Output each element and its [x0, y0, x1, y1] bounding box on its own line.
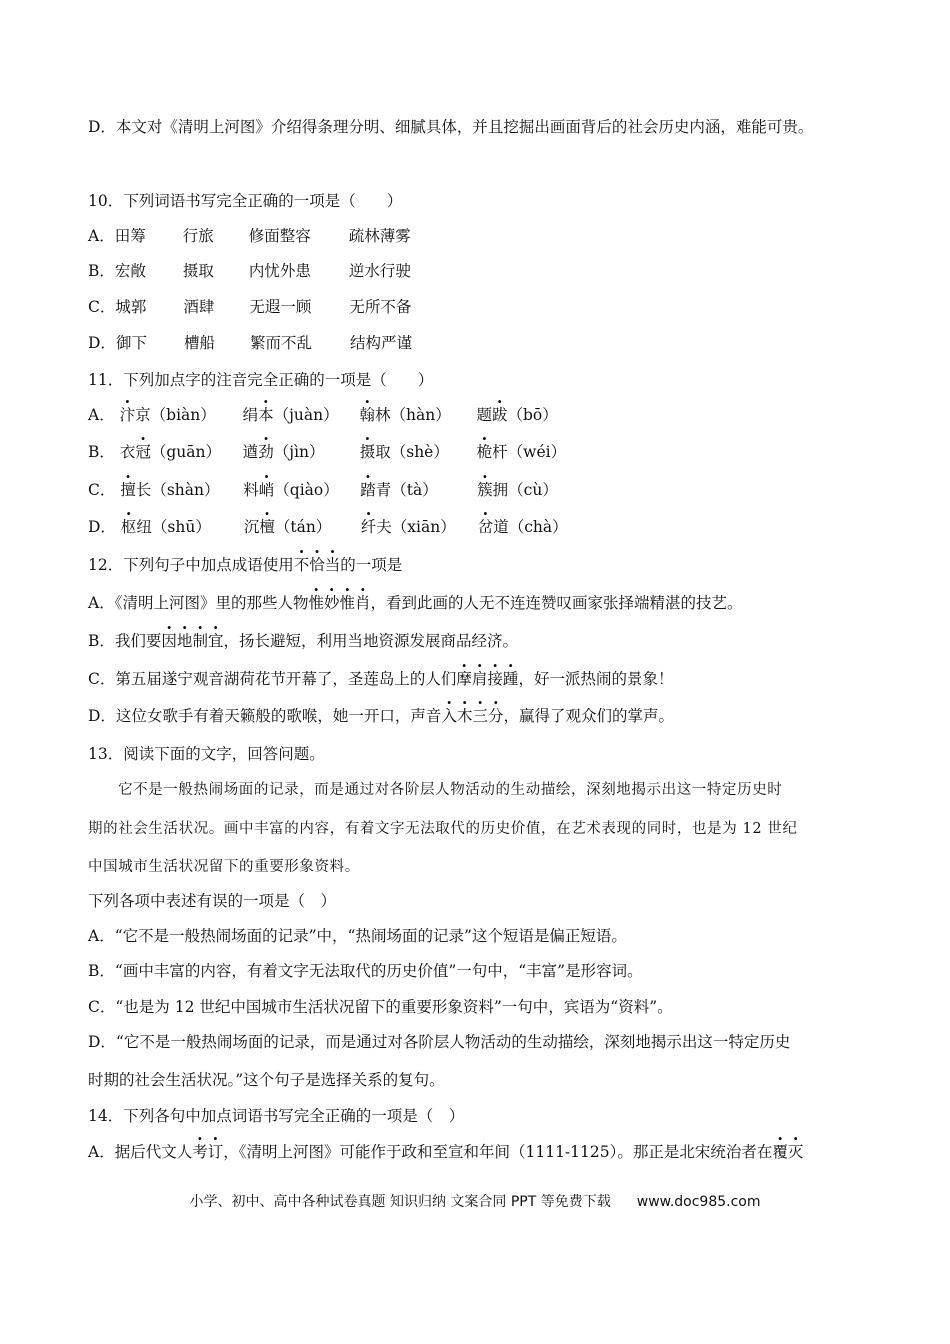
q10-option-a: A．田筹 行旅 修面整容 疏林薄雾 [88, 227, 411, 245]
dotted-char: 接 [487, 670, 503, 688]
q10-stem: 10．下列词语书写完全正确的一项是（ ） [88, 192, 403, 210]
q12-option-d: D．这位女歌手有着天籁般的歌喉，她一开口，声音入木三分，赢得了观众们的掌声。 [88, 707, 675, 725]
q13-passage-line-2: 期的社会生活状况。画中丰富的内容，有着文字无法取代的历史价值，在艺术表现的同时，也是为 12 世纪 [88, 821, 798, 837]
q10-option-c: C．城郭 酒肆 无遐一顾 无所不备 [88, 298, 412, 316]
dotted-char: 入 [441, 707, 457, 725]
dotted-char: 不 [293, 556, 310, 574]
q10-option-d: D．御下 槽船 繁而不乱 结构严谨 [88, 334, 412, 352]
dotted-char: 惟 [308, 594, 324, 612]
q13-option-b: B．“画中丰富的内容，有着文字无法取代的历史价值”一句中，“丰富”是形容词。 [88, 962, 643, 980]
q12-c-idiom [456, 670, 518, 688]
dotted-char: 制 [192, 632, 208, 650]
dotted-char: 当 [324, 556, 341, 574]
dotted-char: 宜 [207, 632, 224, 650]
dotted-char: 分 [487, 707, 504, 725]
dotted-char: 肩 [471, 670, 488, 688]
q14-stem: 14．下列各句中加点词语书写完全正确的一项是（ ） [88, 1107, 465, 1125]
q14-a-word-2 [772, 1143, 803, 1161]
q12-option-a: A．《清明上河图》里的那些人物惟妙惟肖，看到此画的人无不连连赞叹画家张择端精湛的技艺。 [88, 594, 743, 612]
q13-option-a: A．“它不是一般热闹场面的记录”中，“热闹场面的记录”这个短语是偏正短语。 [88, 927, 627, 945]
q13-stem: 13．阅读下面的文字，回答问题。 [88, 745, 325, 763]
dotted-char: 惟 [339, 594, 355, 612]
dotted-char: 摩 [456, 670, 472, 688]
q13-option-c: C．“也是为 12 世纪中国城市生活状况留下的重要形象资料”一句中，宾语为“资料”。 [88, 998, 673, 1016]
dotted-char: 踵 [502, 670, 519, 688]
q13-passage-line-3: 中国城市生活状况留下的重要形象资料。 [88, 859, 360, 875]
q12-a-idiom [308, 594, 370, 612]
q12-d-idiom [441, 707, 503, 725]
dotted-char: 肖 [355, 594, 371, 612]
dotted-char: 因 [161, 632, 177, 650]
dotted-char: 订 [207, 1143, 224, 1161]
footer [0, 1191, 950, 1211]
q11-option-b: B． 衣冠（guān） 遒劲（jìn） 摄取（shè） 桅杆（wéi） [88, 443, 567, 461]
q14-option-a: A．据后代文人考订，《清明上河图》可能作于政和至宣和年间（1111-1125）。那正是北宋统治者在覆灭 [88, 1143, 804, 1161]
q14-a-word-1 [192, 1143, 223, 1161]
footer-text: 小学、初中、高中各种试卷真题 知识归纳 文案合同 PPT 等免费下载 [189, 1194, 611, 1210]
q11-option-c: C． 擅长（shàn） 料峭（qiào） 踏青（tà） 簇拥（cù） [88, 481, 558, 499]
dotted-char: 三 [472, 707, 488, 725]
q13-passage-line-1: 它不是一般热闹场面的记录，而是通过对各阶层人物活动的生动描绘，深刻地揭示出这一特定历史时 [118, 782, 783, 798]
q10-option-b: B．宏敞 摄取 内忧外患 逆水行驶 [88, 262, 411, 280]
q12-stem: 12．下列句子中加点成语使用不恰当的一项是 [88, 556, 403, 574]
q13-option-d-line-1: D．“它不是一般热闹场面的记录，而是通过对各阶层人物活动的生动描绘，深刻地揭示出这一特定历史 [88, 1033, 791, 1051]
dotted-char: 覆 [772, 1143, 788, 1161]
q11-option-a: A． 汴京（biàn） 绢本（juàn） 翰林（hàn） 题跋（bō） [88, 406, 558, 424]
footer-url[interactable]: www.doc985.com [636, 1194, 761, 1210]
q12-option-c: C．第五届遂宁观音湖荷花节开幕了，圣莲岛上的人们摩肩接踵，好一派热闹的景象！ [88, 670, 674, 688]
dotted-char: 木 [456, 707, 473, 725]
dotted-char: 地 [176, 632, 193, 650]
q11-stem: 11．下列加点字的注音完全正确的一项是（ ） [88, 371, 434, 389]
dotted-char: 灭 [787, 1143, 804, 1161]
q12-option-b: B．我们要因地制宜，扬长避短，利用当地资源发展商品经济。 [88, 632, 518, 650]
dotted-char: 妙 [323, 594, 340, 612]
q13-question: 下列各项中表述有误的一项是（ ） [88, 892, 337, 910]
dotted-char: 恰 [309, 556, 325, 574]
dotted-char: 考 [192, 1143, 208, 1161]
q9-option-d: D．本文对《清明上河图》介绍得条理分明、细腻具体，并且挖掘出画面背后的社会历史内涵，难能可贵。 [88, 118, 814, 136]
q11-option-d: D． 枢纽（shū） 沉檀（tán） 纤夫（xiān） 岔道（chà） [88, 518, 568, 536]
q13-option-d-line-2: 时期的社会生活状况。”这个句子是选择关系的复句。 [88, 1071, 445, 1089]
q12-stem-dotted [294, 556, 341, 574]
q12-b-idiom [161, 632, 223, 650]
